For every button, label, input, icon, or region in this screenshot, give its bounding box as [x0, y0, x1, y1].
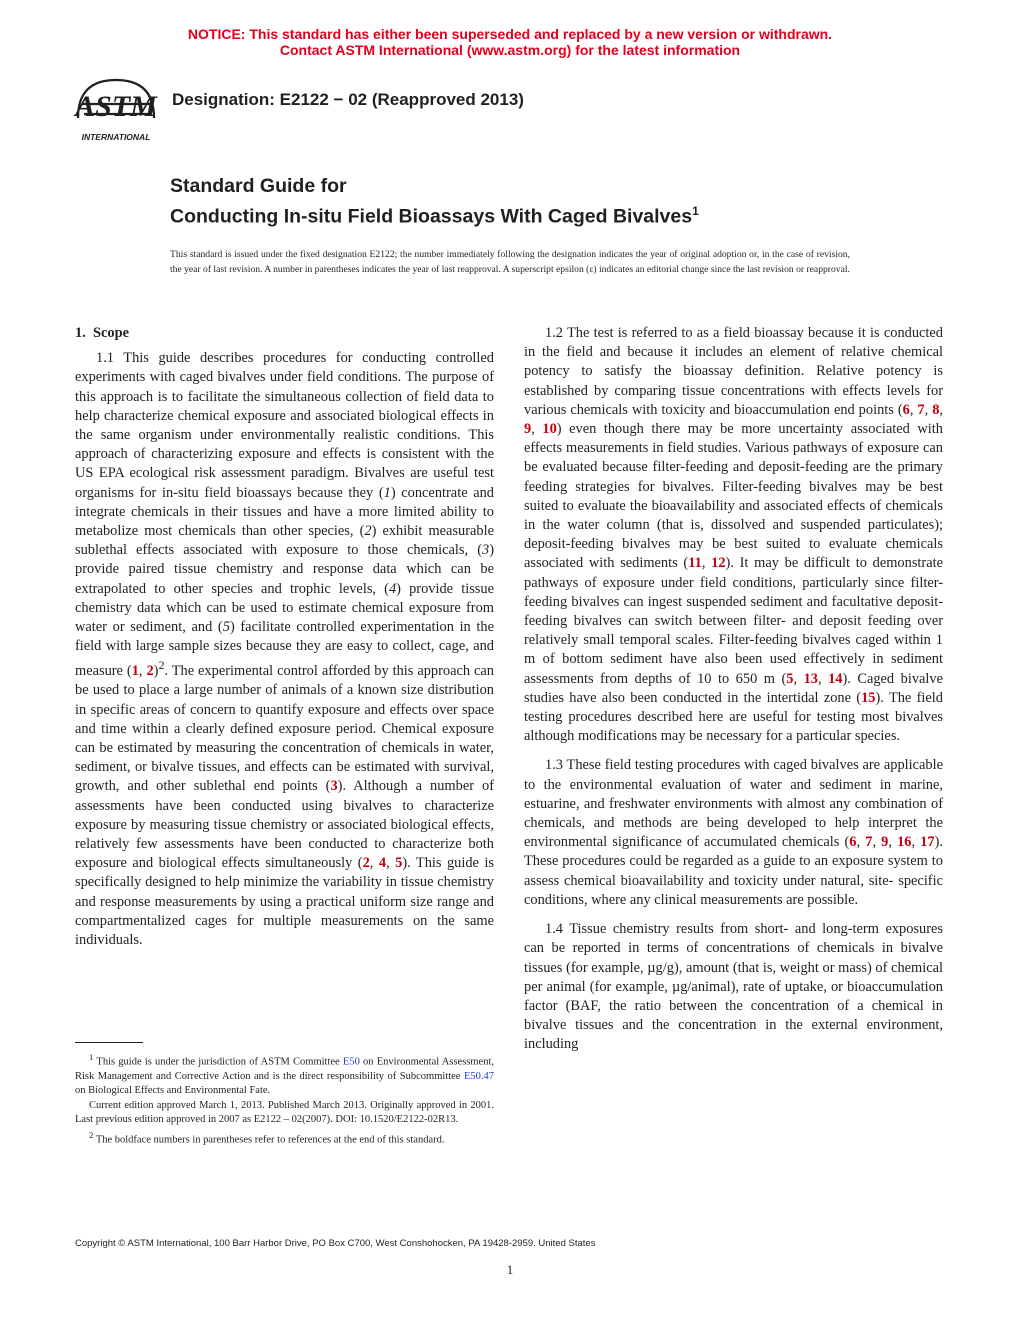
reference-link[interactable]: 5	[786, 670, 794, 687]
footnote-divider	[75, 1042, 143, 1043]
reference-link[interactable]: 7	[865, 834, 873, 851]
paragraph-1-2: 1.2 The test is referred to as a field bioassay because it is conducted in the field and because it includes an element of relative chemical potency to satisfy the bioassay definition. Relative potency is established by comparing tissue concentrations with effects levels for various chemicals with toxicity and bioaccumulation end points (6, 7, 8, 9, 10) even though there may be more uncertainty associated with effects measurements in field studies. Various pathways of exposure can be evaluated because filter-feeding and deposit-feeding are the primary feeding strategies for bivalves. Filter-feeding bivalves may be best suited to evaluate the bioavailability and associated effects of chemicals in the water column (that is, dissolved and suspended particulates); deposit-feeding bivalves may be best suited to evaluate chemicals associated with sediments (11, 12). It may be difficult to demonstrate pathways of exposure under field conditions, particularly since filter-feeding bivalves can ingest suspended sediment and facultative deposit-feeding bivalves can switch between filter- and deposit feeding over relatively small temporal scales. Filter-feeding bivalves caged within 1 m of bottom sediment have also been used effectively in sediment assessments from depths of 10 to 650 m (5, 13, 14). Caged bivalve studies have also been conducted in the intertidal zone (15). The field testing procedures described here are useful for testing most bivalves although modifications may be necessary for a particular species.	[524, 325, 944, 745]
reference-link[interactable]: 16	[897, 834, 912, 851]
reference-link[interactable]: 12	[711, 555, 726, 572]
copyright-line: Copyright © ASTM International, 100 Barr Harbor Drive, PO Box C700, West Conshohocken, PA 19428-2959. United States	[75, 1238, 596, 1249]
supersession-notice	[0, 26, 1020, 58]
committee-link[interactable]: E50	[342, 1056, 360, 1068]
reference-link[interactable]: 9	[524, 421, 532, 438]
paragraph-1-3: 1.3 These field testing procedures with caged bivalves are applicable to the environmental evaluation of water and sediment in marine, estuarine, and freshwater environments with almost any combination of chemicals, and methods are being developed to help interpret the environmental significance of accumulated chemicals (6, 7, 9, 16, 17). These procedures could be regarded as a guide to an exposure system to assess chemical bioavailability and toxicity under natural, site- specific conditions, where any clinical measurements are possible.	[524, 757, 944, 908]
footnotes	[75, 1050, 494, 1147]
footnote-1: $^1$ This guide is under the jurisdiction of ASTM Committee E50 on Environmental Assessment, Risk Management and Corrective Action and is the direct responsibility of Subcommittee E50.47 on Biological Effects and Environmental Fate.	[75, 1052, 495, 1097]
reference-link[interactable]: 17	[920, 834, 935, 851]
title-footnote-mark: 1	[692, 204, 699, 218]
reference-link[interactable]: 7	[917, 401, 925, 418]
reference-link[interactable]: 6	[902, 401, 910, 418]
section-heading-scope: 1. Scope	[75, 325, 129, 341]
reference-link[interactable]: 5	[395, 855, 403, 872]
left-column	[75, 324, 494, 960]
document-title	[170, 174, 699, 230]
reference-link[interactable]: 3	[330, 778, 338, 795]
reference-link[interactable]: 8	[932, 401, 940, 418]
paragraph-1-4: 1.4 Tissue chemistry results from short- and long-term exposures can be reported in terms of concentrations of chemicals in bivalve tissues (for example, µg/g), amount (that is, weight or mass) of chemical per animal (for example, µg/animal), rate of uptake, or bioaccumulation factor (BAF, the ratio between the concentration of a chemical in bivalve tissues and the concentration in the external environment, including	[524, 921, 943, 1053]
right-column	[524, 324, 943, 1065]
title-line-1: Standard Guide for	[170, 175, 347, 197]
astm-logo	[70, 74, 162, 144]
reference-link[interactable]: 11	[688, 555, 702, 572]
page-number: 1	[506, 1262, 514, 1277]
reference-link[interactable]: 13	[803, 670, 818, 687]
issue-note: This standard is issued under the fixed designation E2122; the number immediately following the designation indicates the year of original adoption or, in the case of revision, the year of last revision. A number in parentheses indicates the year of last reapproval. A superscript epsilon (ε) indicates an editorial change since the last revision or reapproval.	[170, 249, 850, 275]
reference-link[interactable]: 10	[542, 421, 557, 438]
reference-link[interactable]: 2	[146, 663, 154, 680]
footnote-1-current-edition: Current edition approved March 1, 2013. Published March 2013. Originally approved in 2001. Last previous edition approved in 2007 as E2122 – 02(2007). DOI: 10.1520/E2122-02R13.	[75, 1099, 494, 1126]
footnote-2: $^2$ The boldface numbers in parentheses refer to references at the end of this standard.	[89, 1129, 445, 1146]
notice-line-1: NOTICE: This standard has either been superseded and replaced by a new version or withdrawn.	[187, 26, 833, 42]
reference-link[interactable]: 14	[828, 670, 843, 687]
reference-link[interactable]: 6	[849, 834, 857, 851]
logo-mark-text: ASTM	[75, 90, 157, 123]
reference-link[interactable]: 2	[362, 855, 370, 872]
reference-link[interactable]: 4	[378, 855, 387, 872]
logo-subtitle: INTERNATIONAL	[81, 132, 151, 142]
reference-link[interactable]: 9	[881, 834, 889, 851]
subcommittee-link[interactable]: E50.47	[463, 1070, 494, 1082]
notice-line-2: Contact ASTM International (www.astm.org) for the latest information	[279, 42, 741, 58]
reference-link[interactable]: 1	[131, 663, 139, 680]
designation: Designation: E2122 − 02 (Reapproved 2013)	[172, 90, 524, 109]
title-line-2	[170, 199, 699, 230]
reference-link[interactable]: 15	[861, 689, 876, 706]
title-main: Conducting In-situ Field Bioassays With Caged Bivalves	[170, 205, 693, 228]
paragraph-1-1: 1.1 This guide describes procedures for conducting controlled experiments with caged bivalves under field conditions. The purpose of this approach is to facilitate the simultaneous collection of field data to help characterize chemical exposure and associated biological effects in the same organism under environmentally realistic conditions. This approach of characterizing exposure and effects is consistent with the US EPA ecological risk assessment paradigm. Bivalves are useful test organisms for in-situ field bioassays because they (1) concentrate and integrate chemicals in their tissues and have a more limited ability to metabolize most chemicals than other species, (2) exhibit measurable sublethal effects associated with exposure to those chemicals, (3) provide paired tissue chemistry and response data which can be extrapolated to other species and trophic levels, (4) provide tissue chemistry data which can be used to estimate chemical exposure from water or sediment, and (5) facilitate controlled experimentation in the field with large sample sizes because they are easy to collect, cage, and measure (1, 2)$^2$. The experimental control afforded by this approach can be used to place a large number of animals of a known size distribution in specific areas of concern to quantify exposure and effects over space and time within a clearly defined exposure period. Chemical exposure can be estimated by measuring the concentration of chemicals in water, sediment, or bivalve tissues, and effects can be estimated with survival, growth, and other sublethal end points (3). Although a number of assessments have been conducted using bivalves to characterize exposure by measuring tissue chemistry or associated biological effects, relatively few assessments have been conducted to characterize both exposure and biological effects simultaneously (2, 4, 5). This guide is specifically designed to help minimize the variability in tissue chemistry and response measurements by using a practical uniform size range and compartmentalized cages for multiple measurements on the same individuals.	[75, 350, 495, 949]
footnote-ref[interactable]: 2	[158, 658, 165, 673]
